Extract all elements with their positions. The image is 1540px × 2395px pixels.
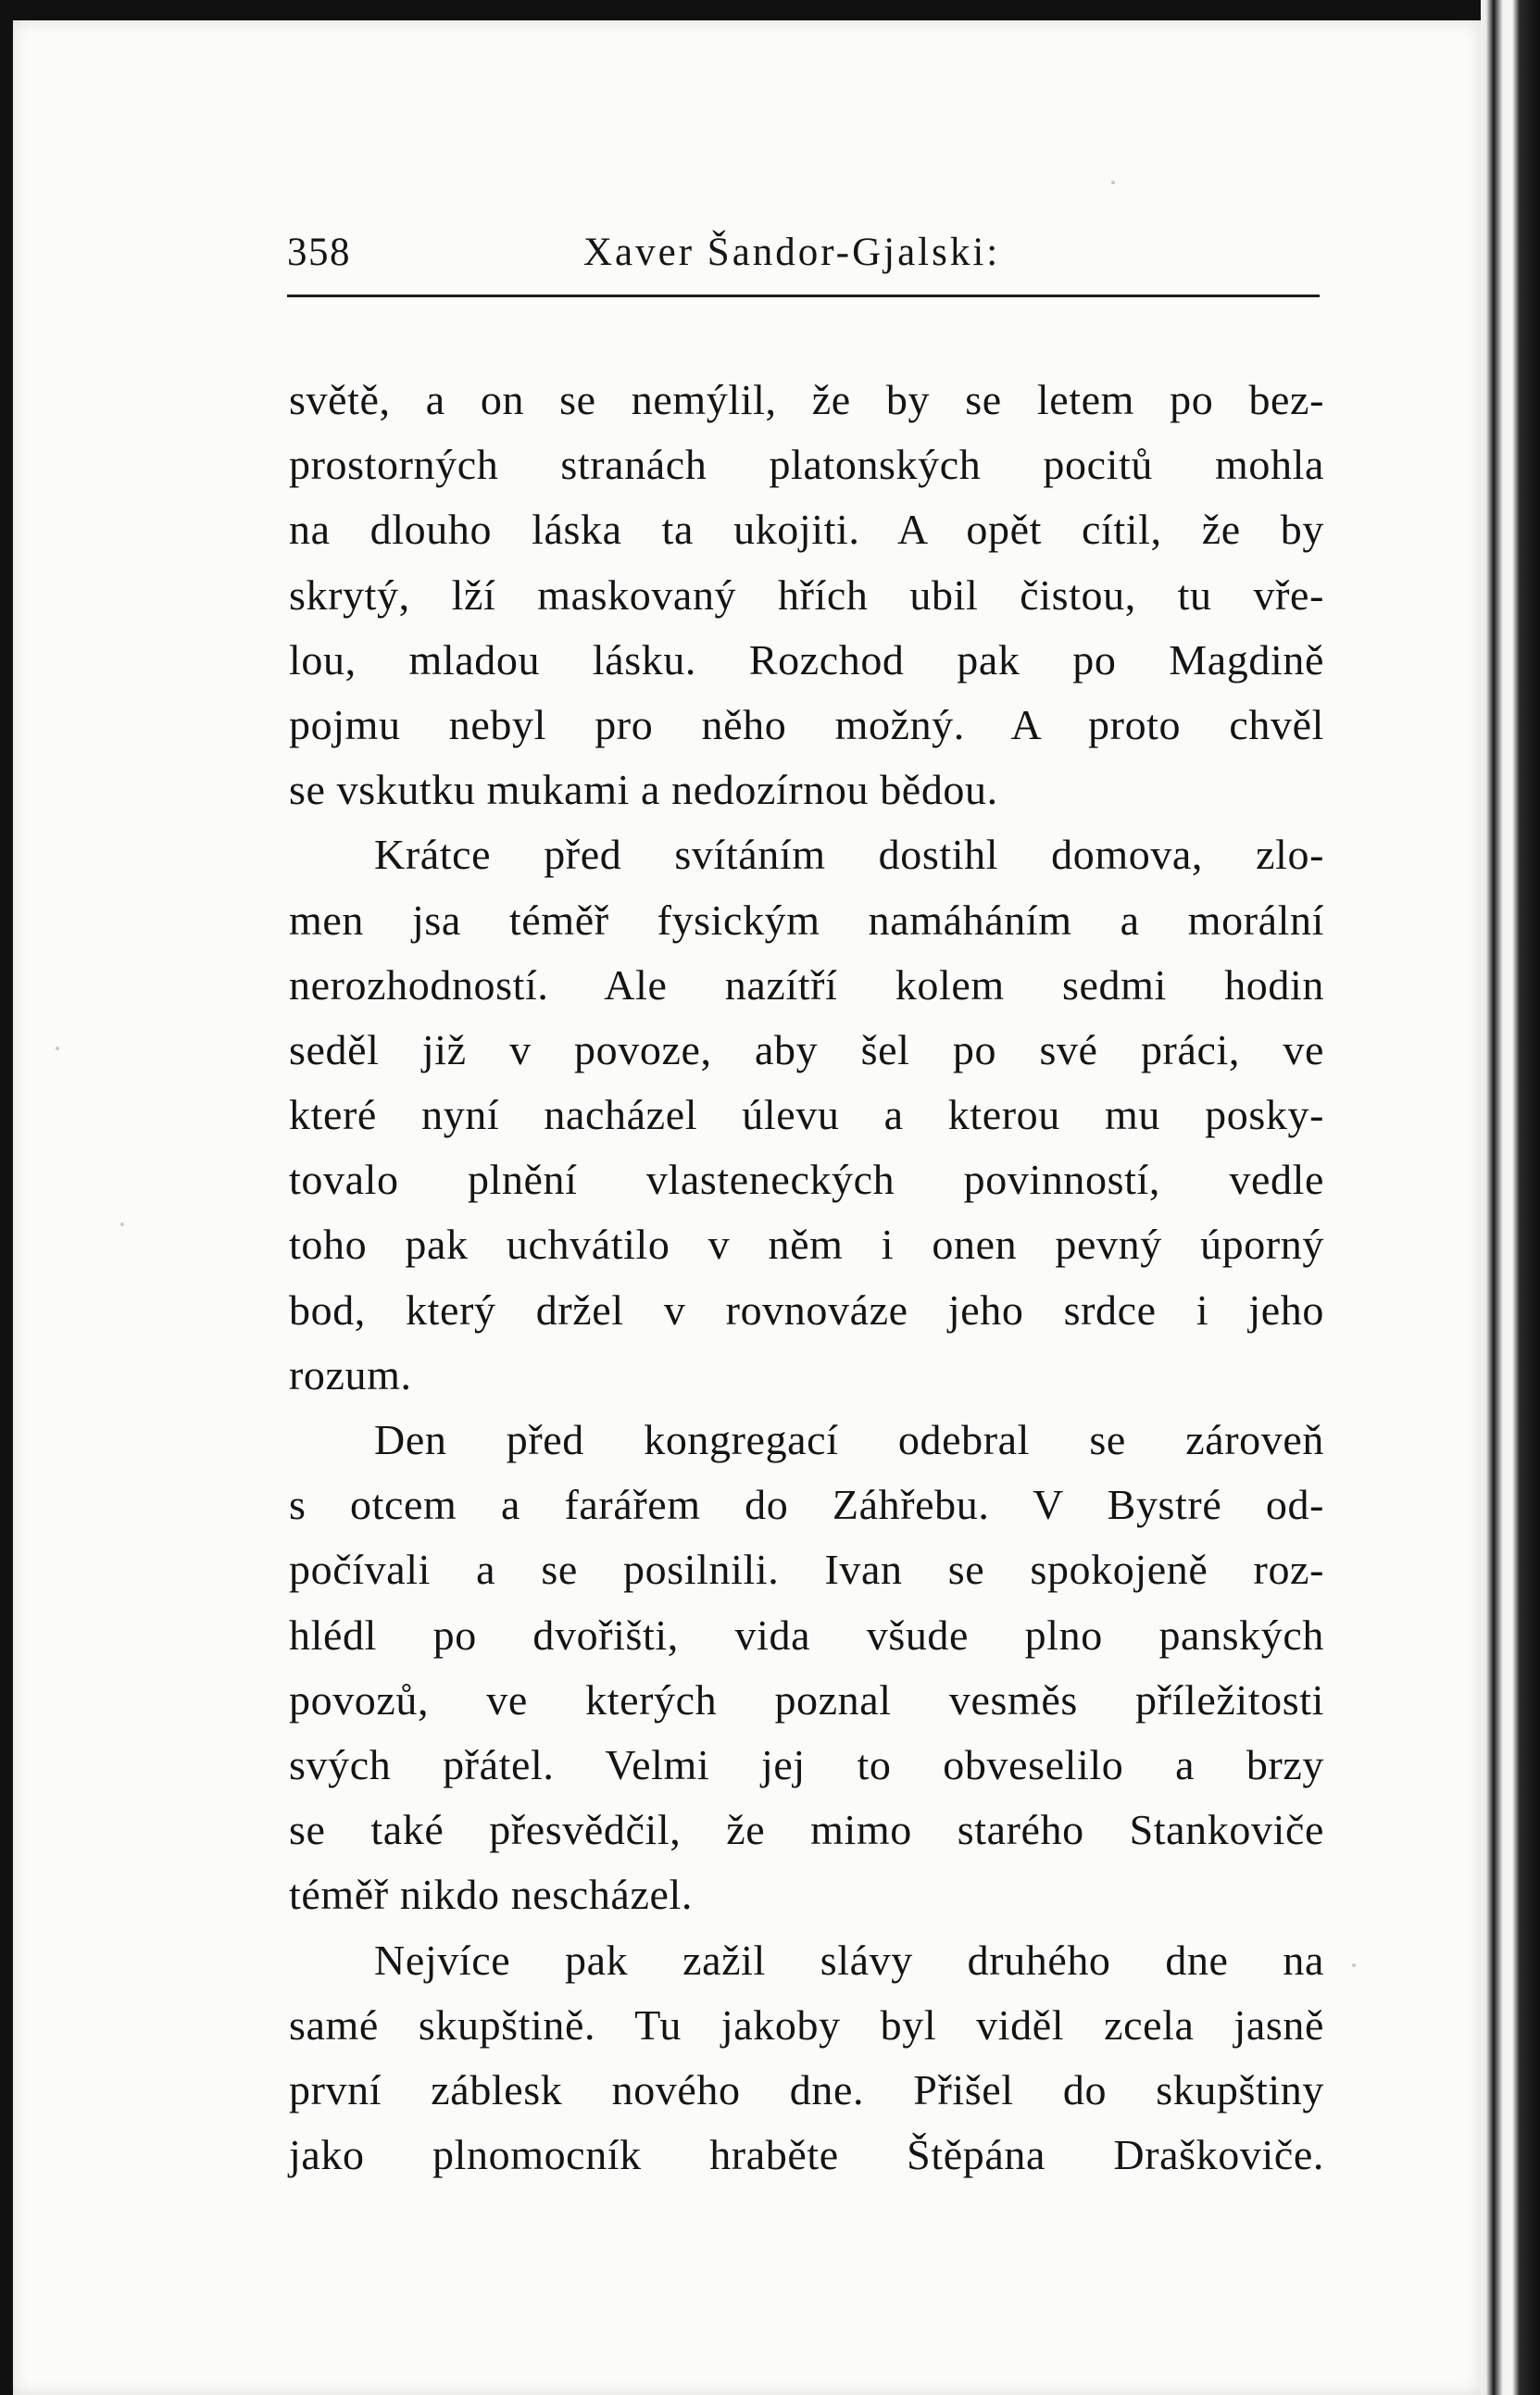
text-line: první záblesk nového dne. Přišel do skupštiny <box>289 2065 1324 2113</box>
text-line: samé skupštině. Tu jakoby byl viděl zcela jasně <box>289 2000 1324 2049</box>
text-line: toho pak uchvátilo v něm i onen pevný úporný <box>289 1221 1324 1269</box>
text-line: povozů, ve kterých poznal vesměs příležitosti <box>289 1675 1324 1724</box>
text-line: lou, mladou lásku. Rozchod pak po Magdině <box>289 635 1324 683</box>
text-line: rozum. <box>289 1350 412 1398</box>
body-text <box>289 368 1324 2188</box>
text-line: skrytý, lží maskovaný hřích ubil čistou, tu vře- <box>289 571 1324 619</box>
text-line: na dlouho láska ta ukojiti. A opět cítil, že by <box>289 506 1324 554</box>
text-line: Nejvíce pak zažil slávy druhého dne na <box>374 1936 1324 1984</box>
paper-speck <box>1352 1963 1356 1967</box>
text-line: počívali a se posilnili. Ivan se spokojeně roz- <box>289 1546 1324 1594</box>
text-line: se vskutku mukami a nedozírnou bědou. <box>289 766 998 814</box>
text-line: Den před kongregací odebral se zároveň <box>374 1416 1324 1463</box>
page-stack-edge <box>1481 0 1540 2395</box>
running-header <box>287 230 1324 285</box>
page-number: 358 <box>287 231 351 274</box>
text-line: jako plnomocník hraběte Štěpána Draškoviče. <box>289 2131 1324 2179</box>
text-line: téměř nikdo nescházel. <box>289 1871 693 1919</box>
text-line: pojmu nebyl pro něho možný. A proto chvěl <box>289 700 1324 748</box>
text-line: men jsa téměř fysickým namáháním a morální <box>289 896 1324 944</box>
running-title: Xaver Šandor-Gjalski: <box>583 231 1001 274</box>
text-line: světě, a on se nemýlil, že by se letem po bez- <box>289 376 1324 423</box>
text-line: seděl již v povoze, aby šel po své práci, ve <box>289 1025 1324 1073</box>
text-line: bod, který držel v rovnováze jeho srdce i jeho <box>289 1285 1324 1334</box>
paper-speck <box>120 1223 124 1226</box>
text-line: které nyní nacházel úlevu a kterou mu posky- <box>289 1091 1324 1139</box>
text-line: se také přesvědčil, že mimo starého Stankoviče <box>289 1806 1324 1854</box>
text-line: hlédl po dvořišti, vida všude plno panských <box>289 1611 1324 1659</box>
paper-speck <box>1111 181 1115 184</box>
header-rule <box>287 295 1320 297</box>
text-line: tovalo plnění vlasteneckých povinností, vedle <box>289 1156 1324 1204</box>
text-line: s otcem a farářem do Záhřebu. V Bystré od- <box>289 1481 1324 1529</box>
text-line: Krátce před svítáním dostihl domova, zlo- <box>374 831 1324 879</box>
paper-speck <box>56 1047 59 1050</box>
text-line: svých přátel. Velmi jej to obveselilo a brzy <box>289 1740 1324 1788</box>
text-line: nerozhodností. Ale nazítří kolem sedmi hodin <box>289 960 1324 1009</box>
text-line: prostorných stranách platonských pocitů mohla <box>289 441 1324 489</box>
